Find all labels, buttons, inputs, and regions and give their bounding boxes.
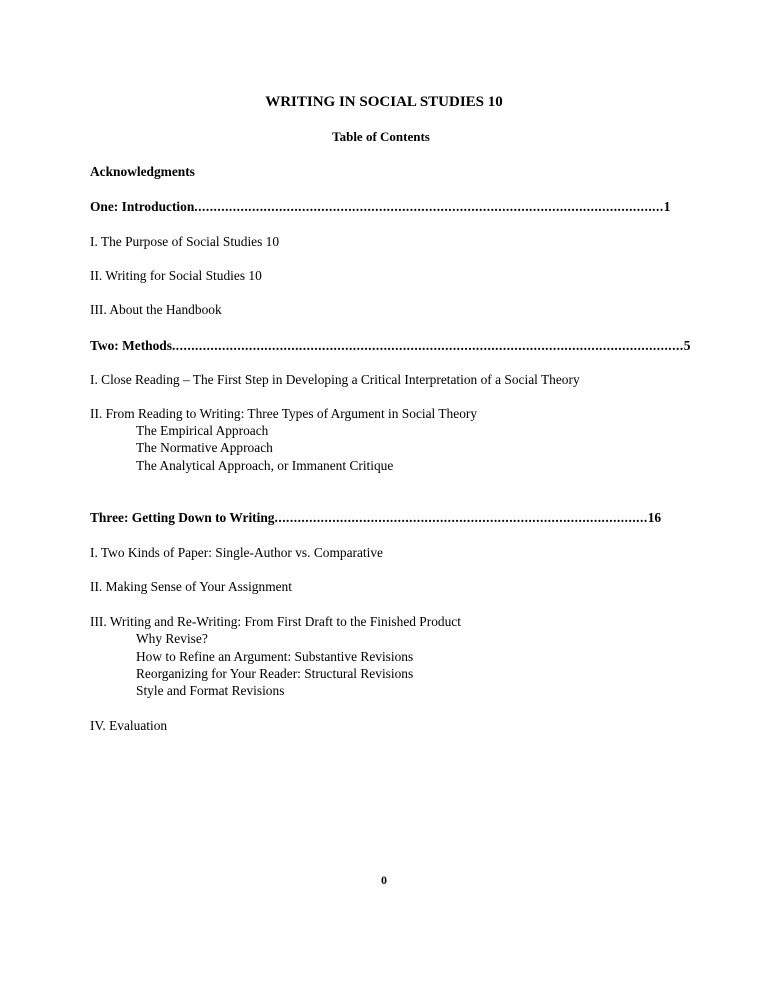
chapter-two-page: 5: [683, 338, 691, 353]
toc-item: IV. Evaluation: [90, 718, 168, 733]
toc-item: III. About the Handbook: [90, 302, 222, 317]
toc-subitem: Style and Format Revisions: [136, 683, 285, 698]
chapter-one-label: One: Introduction: [90, 199, 195, 214]
toc-item: II. Making Sense of Your Assignment: [90, 579, 292, 594]
toc-item: I. Two Kinds of Paper: Single-Author vs. Comparative: [90, 545, 383, 560]
toc-item: I. Close Reading – The First Step in Developing a Critical Interpretation of a Social Theory: [90, 372, 580, 387]
page-number: 0: [381, 873, 387, 887]
toc-item: II. From Reading to Writing: Three Types of Argument in Social Theory: [90, 406, 478, 421]
toc-chapter-two: [90, 338, 691, 354]
toc-heading: [0, 129, 768, 145]
chapter-three-label: Three: Getting Down to Writing: [90, 510, 275, 525]
toc-subitem: How to Refine an Argument: Substantive Revisions: [136, 649, 414, 664]
toc-chapter-three: [90, 510, 662, 526]
toc-subitem: The Empirical Approach: [136, 423, 269, 438]
chapter-one-leader: ..........................................................................................................................: [194, 199, 664, 214]
toc-item: I. The Purpose of Social Studies 10: [90, 234, 280, 249]
page-title: WRITING IN SOCIAL STUDIES 10: [265, 94, 503, 110]
toc-subitem: The Analytical Approach, or Immanent Critique: [136, 458, 394, 473]
toc-item: III. Writing and Re-Writing: From First Draft to the Finished Product: [90, 614, 461, 629]
toc-subitem: The Normative Approach: [136, 440, 273, 455]
chapter-two-label: Two: Methods: [90, 338, 172, 353]
chapter-three-leader: .................................................................................................: [274, 510, 648, 525]
toc-chapter-one: [90, 199, 671, 215]
toc-subitem: Reorganizing for Your Reader: Structural Revisions: [136, 666, 414, 681]
toc-subitem: Why Revise?: [136, 631, 208, 646]
chapter-one-page: 1: [663, 199, 671, 214]
toc-heading-text: Table of Contents: [332, 129, 430, 144]
toc-item: II. Writing for Social Studies 10: [90, 268, 262, 283]
chapter-three-page: 16: [647, 510, 662, 525]
chapter-two-leader: .....................................................................................................................................: [171, 338, 684, 353]
toc-acknowledgments: Acknowledgments: [90, 164, 195, 179]
